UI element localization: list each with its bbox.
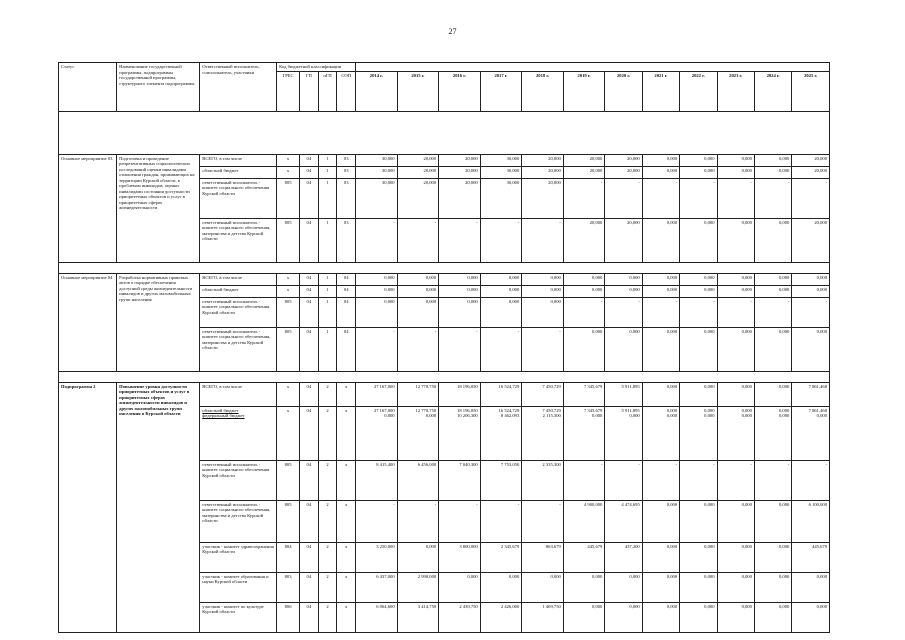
row-value-2017: 0,000 <box>480 572 522 602</box>
header-oep: ОЭП <box>337 71 356 111</box>
row-value-2024: 0,000 <box>754 382 791 406</box>
row-code-gp: 04 <box>300 602 319 632</box>
row-value-2022: - <box>680 178 717 218</box>
row-value-2023: - <box>717 178 754 218</box>
row-value-2017: 16 524,729 <box>480 382 522 406</box>
header-grbs: ГРБС <box>277 71 300 111</box>
row-value-2018: 863,679 <box>522 542 564 572</box>
row-code-grbs: х <box>277 382 300 406</box>
row-value-2019: 0,000 <box>563 273 605 285</box>
row-code-gp: 04 <box>300 297 319 327</box>
row-value-2022: 0,000 <box>680 166 717 178</box>
row-code-gp: 04 <box>300 178 319 218</box>
row-value-2021: 0,000 0,000 <box>642 406 679 460</box>
row-status: Основное мероприятие 04 <box>59 273 117 371</box>
header-year: 2022 г. <box>680 71 717 111</box>
row-executor: ответственный исполнитель - комитет социального обеспечения, материнства и детства Курской области <box>200 327 277 371</box>
row-value-2015: 0,000 <box>397 273 439 285</box>
block-spacer <box>59 262 830 273</box>
row-value-2020: - <box>605 178 642 218</box>
row-value-2025: 0,000 <box>792 327 830 371</box>
row-code-gp: 04 <box>300 327 319 371</box>
row-value-2021: - <box>642 297 679 327</box>
row-value-2016: - <box>439 327 481 371</box>
row-value-2018: 2 335,300 <box>522 460 564 500</box>
row-value-2014: - <box>356 327 398 371</box>
row-status: Основное мероприятие 03 <box>59 154 117 262</box>
row-code-grbs: 805 <box>277 218 300 262</box>
row-value-2021: - <box>642 460 679 500</box>
row-value-2018: 20,000 <box>522 166 564 178</box>
row-value-2016: 0,000 <box>439 285 481 297</box>
row-value-2025: 0,000 <box>792 273 830 285</box>
table-row <box>59 382 830 406</box>
row-value-2019: 20,000 <box>563 166 605 178</box>
header-pgp: пГП <box>318 71 337 111</box>
row-code-gp: 04 <box>300 218 319 262</box>
row-value-2025: - <box>792 297 830 327</box>
row-value-2021: 0,000 <box>642 327 679 371</box>
row-value-2016: 3 800,000 <box>439 542 481 572</box>
row-value-2014: 27 167,000 0,000 <box>356 406 398 460</box>
row-value-2017: 30,000 <box>480 154 522 166</box>
row-value-2017: 0,000 <box>480 285 522 297</box>
row-value-2025: 6 100,000 <box>792 500 830 542</box>
row-code-gp: 04 <box>300 460 319 500</box>
row-value-2014: 0,000 <box>356 297 398 327</box>
row-code-oep: 03 <box>337 178 356 218</box>
row-code-oep: х <box>337 500 356 542</box>
row-value-2020: 4 474,695 <box>605 500 642 542</box>
row-value-2019: - <box>563 297 605 327</box>
row-name: Повышение уровня доступности приоритетных объектов и услуг в приоритетных сферах жизнедеятельности инвалидов и других маломобильных групп населения в Курской области <box>117 382 200 632</box>
row-value-2017: 16 524,729 8 462,093 <box>480 406 522 460</box>
header-bcc: Код бюджетной классификации <box>277 63 356 72</box>
table-row <box>59 273 830 285</box>
row-value-2020: 0,000 <box>605 273 642 285</box>
row-code-grbs: 803 <box>277 572 300 602</box>
row-value-2023: 0,000 <box>717 602 754 632</box>
row-value-2021: 0,000 <box>642 273 679 285</box>
header-year: 2019 г. <box>563 71 605 111</box>
row-value-2020: - <box>605 297 642 327</box>
row-value-2024: 0,000 <box>754 273 791 285</box>
row-value-2015: 0,000 <box>397 285 439 297</box>
row-code-pgp: 2 <box>318 460 337 500</box>
row-name: Разработка нормативных правовых актов о порядке обеспечения доступной среды жизнедеятельности инвалидов и других маломобильных групп населения <box>117 273 200 371</box>
row-value-2025: 445,679 <box>792 542 830 572</box>
row-value-2019: 0,000 <box>563 602 605 632</box>
page-number: 27 <box>448 27 457 36</box>
row-code-pgp: 1 <box>318 218 337 262</box>
row-value-2024: - <box>754 178 791 218</box>
row-value-2017: - <box>480 500 522 542</box>
row-value-2014: - <box>356 500 398 542</box>
row-code-grbs: х <box>277 166 300 178</box>
block-spacer <box>59 371 830 382</box>
row-value-2017: 7 753,050 <box>480 460 522 500</box>
row-value-2015: - <box>397 500 439 542</box>
row-value-2024: - <box>754 460 791 500</box>
row-code-grbs: х <box>277 406 300 460</box>
block-spacer-cell <box>59 371 830 382</box>
row-value-2018: 0,000 <box>522 273 564 285</box>
row-executor: участник - комитет здравоохранения Курской области <box>200 542 277 572</box>
row-value-2024: 0,000 <box>754 166 791 178</box>
row-code-oep: х <box>337 602 356 632</box>
row-code-oep: 03 <box>337 218 356 262</box>
header-executor: Ответственный исполнитель, соисполнитель, участники <box>200 63 277 112</box>
row-value-2016: 2 439,750 <box>439 602 481 632</box>
row-value-2015: 20,000 <box>397 178 439 218</box>
row-code-grbs: х <box>277 273 300 285</box>
row-value-2019: - <box>563 178 605 218</box>
row-value-2018: 0,000 <box>522 285 564 297</box>
row-code-oep: 04 <box>337 273 356 285</box>
row-code-oep: 03 <box>337 166 356 178</box>
row-value-2022: 0,000 <box>680 500 717 542</box>
row-value-2014: 0,000 <box>356 285 398 297</box>
row-code-oep: х <box>337 382 356 406</box>
budget-table <box>58 62 830 633</box>
row-value-2022: 0,000 0,000 <box>680 406 717 460</box>
row-value-2014: 30,000 <box>356 166 398 178</box>
row-value-2022: 0,000 <box>680 572 717 602</box>
row-value-2024: 0,000 <box>754 602 791 632</box>
row-code-pgp: 1 <box>318 178 337 218</box>
row-executor: ответственный исполнитель - комитет социального обеспечения, материнства и детства Курской области <box>200 500 277 542</box>
header-year: 2018 г. <box>522 71 564 111</box>
row-value-2019: 20,000 <box>563 154 605 166</box>
row-value-2023: 0,000 <box>717 500 754 542</box>
row-code-gp: 04 <box>300 166 319 178</box>
row-value-2023: 0,000 <box>717 542 754 572</box>
row-value-2020: 5 911,895 0,000 <box>605 406 642 460</box>
row-value-2020: 20,000 <box>605 218 642 262</box>
row-code-pgp: 1 <box>318 273 337 285</box>
row-code-gp: 04 <box>300 542 319 572</box>
row-code-gp: 04 <box>300 500 319 542</box>
row-value-2024: 0,000 0,000 <box>754 406 791 460</box>
row-value-2022: 0,000 <box>680 327 717 371</box>
row-value-2021: 0,000 <box>642 572 679 602</box>
row-value-2023: - <box>717 460 754 500</box>
row-code-pgp: 1 <box>318 154 337 166</box>
row-code-pgp: 2 <box>318 382 337 406</box>
row-value-2022: 0,000 <box>680 154 717 166</box>
row-value-2023: 0,000 <box>717 154 754 166</box>
row-value-2018: 1 409,750 <box>522 602 564 632</box>
row-value-2025: 7 861,468 <box>792 382 830 406</box>
row-executor: ВСЕГО, в том числе <box>200 154 277 166</box>
row-value-2016: - <box>439 218 481 262</box>
row-code-gp: 04 <box>300 572 319 602</box>
row-value-2018: 7 450,729 2 115,300 <box>522 406 564 460</box>
row-value-2025: 7 861,468 0,000 <box>792 406 830 460</box>
row-code-pgp: 1 <box>318 327 337 371</box>
row-value-2018: - <box>522 327 564 371</box>
row-value-2024: 0,000 <box>754 542 791 572</box>
row-code-oep: х <box>337 542 356 572</box>
row-value-2014: 30,000 <box>356 178 398 218</box>
row-value-2024: 0,000 <box>754 218 791 262</box>
row-value-2016: 20,000 <box>439 178 481 218</box>
row-value-2024: - <box>754 297 791 327</box>
row-value-2025: 20,000 <box>792 166 830 178</box>
row-code-gp: 04 <box>300 154 319 166</box>
row-value-2014: 3 250,000 <box>356 542 398 572</box>
row-value-2018: 0,000 <box>522 297 564 327</box>
row-value-2023: 0,000 <box>717 382 754 406</box>
row-value-2016: 20,000 <box>439 154 481 166</box>
row-code-grbs: 805 <box>277 178 300 218</box>
row-value-2018: 20,000 <box>522 154 564 166</box>
row-value-2015: 12 770,750 <box>397 382 439 406</box>
row-value-2021: 0,000 <box>642 285 679 297</box>
row-value-2014: 30,000 <box>356 154 398 166</box>
row-value-2024: 0,000 <box>754 500 791 542</box>
row-value-2023: 0,000 <box>717 285 754 297</box>
row-value-2015: 6 456,000 <box>397 460 439 500</box>
row-value-2017: 0,000 <box>480 297 522 327</box>
header-year: 2014 г. <box>356 71 398 111</box>
row-value-2014: 6 064,600 <box>356 602 398 632</box>
row-value-2022: 0,000 <box>680 218 717 262</box>
row-code-pgp: 2 <box>318 500 337 542</box>
row-value-2025: - <box>792 460 830 500</box>
row-executor: областной бюджет федеральный бюджет <box>200 406 277 460</box>
row-value-2015: 0,000 <box>397 542 439 572</box>
row-executor: областной бюджет <box>200 166 277 178</box>
row-value-2015: 3 414,750 <box>397 602 439 632</box>
row-value-2022: 0,000 <box>680 273 717 285</box>
row-code-gp: 04 <box>300 273 319 285</box>
row-value-2017: - <box>480 327 522 371</box>
row-value-2019: 7 345,679 <box>563 382 605 406</box>
row-value-2024: 0,000 <box>754 154 791 166</box>
row-value-2018: 0,000 <box>522 572 564 602</box>
row-value-2020: 437,200 <box>605 542 642 572</box>
row-value-2016: 7 040,300 <box>439 460 481 500</box>
row-value-2020: 0,000 <box>605 602 642 632</box>
row-value-2016: 0,000 <box>439 273 481 285</box>
row-value-2016: 20,000 <box>439 166 481 178</box>
row-executor: ответственный исполнитель - комитет социального обеспечения, материнства и детства Курской области <box>200 218 277 262</box>
row-value-2015: 12 770,750 0,000 <box>397 406 439 460</box>
row-value-2015: - <box>397 218 439 262</box>
row-code-oep: 04 <box>337 327 356 371</box>
row-value-2019: 7 345,679 0,000 <box>563 406 605 460</box>
row-executor: ответственный исполнитель - комитет социального обеспечения Курской области <box>200 178 277 218</box>
row-code-grbs: 804 <box>277 542 300 572</box>
row-value-2019: 20,000 <box>563 218 605 262</box>
row-code-grbs: 805 <box>277 500 300 542</box>
row-value-2019: 4 900,000 <box>563 500 605 542</box>
header-year: 2020 г. <box>605 71 642 111</box>
block-spacer-cell <box>59 111 830 154</box>
row-value-2017: 30,000 <box>480 166 522 178</box>
table-body <box>59 111 830 632</box>
row-code-oep: 04 <box>337 285 356 297</box>
row-executor: областной бюджет <box>200 285 277 297</box>
table-row <box>59 154 830 166</box>
row-value-2021: 0,000 <box>642 218 679 262</box>
row-value-2021: 0,000 <box>642 166 679 178</box>
row-value-2020: 20,000 <box>605 166 642 178</box>
row-code-pgp: 2 <box>318 542 337 572</box>
row-value-2021: - <box>642 178 679 218</box>
row-value-2015: 20,000 <box>397 166 439 178</box>
row-value-2023: 0,000 <box>717 166 754 178</box>
row-value-2021: 0,000 <box>642 500 679 542</box>
header-name: Наименование государственной программы, подпрограммы государственной программы, структурного элемента подпрограммы <box>117 63 200 112</box>
header-year: 2015 г. <box>397 71 439 111</box>
block-spacer-cell <box>59 262 830 273</box>
row-value-2019: - <box>563 460 605 500</box>
header-gp: ГП <box>300 71 319 111</box>
row-code-pgp: 1 <box>318 166 337 178</box>
row-value-2018: 7 450,729 <box>522 382 564 406</box>
row-value-2015: 0,000 <box>397 297 439 327</box>
table-header <box>59 63 830 112</box>
row-value-2025: 20,000 <box>792 218 830 262</box>
row-value-2023: 0,000 <box>717 572 754 602</box>
row-value-2023: 0,000 <box>717 327 754 371</box>
row-value-2025: 0,000 <box>792 572 830 602</box>
header-year: 2017 г. <box>480 71 522 111</box>
row-value-2023: 0,000 <box>717 273 754 285</box>
row-name: Подготовка и проведение репрезентативных социологических исследований оценки инвалидами отношения граждан, проживающих на территории Курской области, к проблемам инвалидов, оценки инвалидами состояния доступности приоритетных объектов и услуг в приоритетных сферах жизнедеятельности <box>117 154 200 262</box>
header-years-group <box>356 63 830 72</box>
row-code-pgp: 2 <box>318 602 337 632</box>
row-value-2015: 20,000 <box>397 154 439 166</box>
row-value-2022: 0,000 <box>680 602 717 632</box>
row-code-grbs: 805 <box>277 327 300 371</box>
row-value-2024: 0,000 <box>754 572 791 602</box>
row-code-gp: 04 <box>300 285 319 297</box>
row-code-grbs: 806 <box>277 602 300 632</box>
row-code-pgp: 2 <box>318 572 337 602</box>
row-executor: участник - комитет по культуре Курской области <box>200 602 277 632</box>
row-code-oep: 03 <box>337 154 356 166</box>
row-value-2023: 0,000 <box>717 218 754 262</box>
row-value-2017: 30,000 <box>480 178 522 218</box>
row-value-2019: 0,000 <box>563 572 605 602</box>
row-code-grbs: х <box>277 285 300 297</box>
row-value-2022: 0,000 <box>680 382 717 406</box>
row-value-2018: - <box>522 500 564 542</box>
row-value-2014: 27 167,000 <box>356 382 398 406</box>
row-value-2023: 0,000 0,000 <box>717 406 754 460</box>
row-value-2021: 0,000 <box>642 382 679 406</box>
row-value-2015: - <box>397 327 439 371</box>
row-code-grbs: 805 <box>277 460 300 500</box>
row-code-pgp: 2 <box>318 406 337 460</box>
row-value-2025: 20,000 <box>792 154 830 166</box>
row-value-2017: 2 345,679 <box>480 542 522 572</box>
row-code-oep: 04 <box>337 297 356 327</box>
header-status: Статус <box>59 63 117 112</box>
row-value-2024: 0,000 <box>754 327 791 371</box>
header-year: 2021 г. <box>642 71 679 111</box>
row-value-2020: 0,000 <box>605 285 642 297</box>
header-year: 2023 г. <box>717 71 754 111</box>
row-value-2019: 0,000 <box>563 285 605 297</box>
row-value-2020: 5 911,895 <box>605 382 642 406</box>
row-code-oep: х <box>337 460 356 500</box>
row-executor: ВСЕГО, в том числе <box>200 273 277 285</box>
row-code-grbs: х <box>277 154 300 166</box>
row-value-2021: 0,000 <box>642 602 679 632</box>
row-executor: участник - комитет образования и науки Курской области <box>200 572 277 602</box>
row-value-2019: 445,679 <box>563 542 605 572</box>
row-value-2014: 6 437,000 <box>356 572 398 602</box>
row-code-gp: 04 <box>300 382 319 406</box>
row-code-grbs: 805 <box>277 297 300 327</box>
row-executor: ответственный исполнитель - комитет социального обеспечения Курской области <box>200 460 277 500</box>
row-value-2021: 0,000 <box>642 154 679 166</box>
row-value-2016: 18 196,050 <box>439 382 481 406</box>
row-value-2022: - <box>680 297 717 327</box>
row-value-2017: 0,000 <box>480 273 522 285</box>
row-code-oep: х <box>337 572 356 602</box>
row-value-2025: 0,000 <box>792 285 830 297</box>
row-value-2017: - <box>480 218 522 262</box>
row-value-2016: 18 196,050 10 206,300 <box>439 406 481 460</box>
row-value-2017: 2 426,000 <box>480 602 522 632</box>
row-value-2019: 0,000 <box>563 327 605 371</box>
row-code-pgp: 1 <box>318 297 337 327</box>
row-value-2020: - <box>605 460 642 500</box>
row-value-2014: 0,000 <box>356 273 398 285</box>
row-value-2025: 0,000 <box>792 602 830 632</box>
row-value-2025: - <box>792 178 830 218</box>
row-code-oep: х <box>337 406 356 460</box>
row-value-2014: 8 415,400 <box>356 460 398 500</box>
row-value-2022: 0,000 <box>680 285 717 297</box>
row-value-2022: - <box>680 460 717 500</box>
row-value-2016: - <box>439 500 481 542</box>
row-status: Подпрограмма 2 <box>59 382 117 632</box>
block-spacer <box>59 111 830 154</box>
row-value-2016: 0,000 <box>439 572 481 602</box>
row-value-2016: 0,000 <box>439 297 481 327</box>
row-value-2015: 2 990,000 <box>397 572 439 602</box>
row-value-2020: 20,000 <box>605 154 642 166</box>
row-value-2021: 0,000 <box>642 542 679 572</box>
row-value-2024: 0,000 <box>754 285 791 297</box>
header-year: 2025 г. <box>792 71 830 111</box>
row-code-pgp: 1 <box>318 285 337 297</box>
row-value-2018: - <box>522 218 564 262</box>
row-value-2018: 20,000 <box>522 178 564 218</box>
row-value-2020: 0,000 <box>605 327 642 371</box>
row-executor: ВСЕГО, в том числе <box>200 382 277 406</box>
row-value-2020: 0,000 <box>605 572 642 602</box>
row-code-gp: 04 <box>300 406 319 460</box>
row-value-2023: - <box>717 297 754 327</box>
header-year: 2024 г. <box>754 71 791 111</box>
row-value-2014: - <box>356 218 398 262</box>
row-executor: ответственный исполнитель - комитет социального обеспечения Курской области <box>200 297 277 327</box>
header-year: 2016 г. <box>439 71 481 111</box>
row-value-2022: 0,000 <box>680 542 717 572</box>
